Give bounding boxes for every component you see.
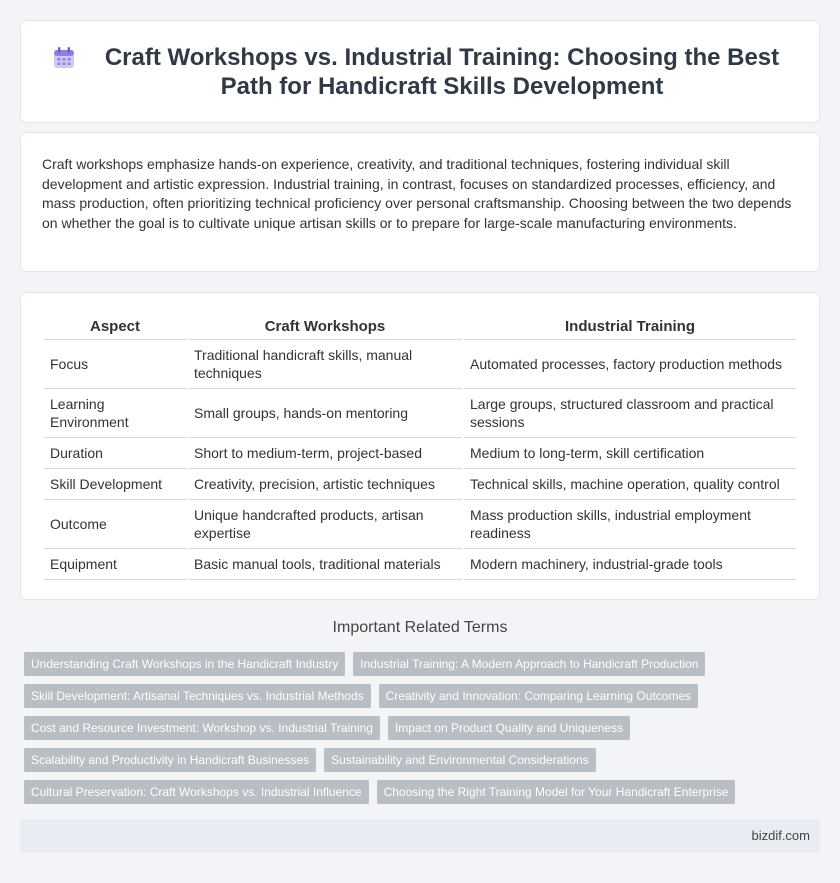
tag-row <box>24 716 824 740</box>
table-row <box>44 340 796 389</box>
table-cell: Traditional handicraft skills, manual techniques <box>188 340 462 389</box>
table-cell: Large groups, structured classroom and practical sessions <box>464 389 796 438</box>
related-terms-title: Important Related Terms <box>332 619 508 636</box>
tag-row <box>24 684 824 708</box>
page-title: Craft Workshops vs. Industrial Training: Choosing the Best Path for Handicraft Skills Development <box>104 43 780 100</box>
header-card <box>20 20 820 123</box>
intro-card <box>20 132 820 272</box>
related-term-tag[interactable]: Choosing the Right Training Model for Your Handicraft Enterprise <box>377 780 736 804</box>
intro-text: Craft workshops emphasize hands-on experience, creativity, and traditional techniques, fostering individual skill development and artistic expression. Industrial training, in contrast, focuses on standardized processes, efficiency, and mass production, often prioritizing technical proficiency over personal craftsmanship. Choosing between the two depends on whether the goal is to cultivate unique artisan skills or to prepare for large-scale manufacturing environments. <box>42 156 792 231</box>
table-cell: Medium to long-term, skill certification <box>464 438 796 469</box>
table-cell: Short to medium-term, project-based <box>188 438 462 469</box>
tag-row <box>24 780 824 804</box>
column-header: Industrial Training <box>464 313 796 340</box>
related-term-tag[interactable]: Skill Development: Artisanal Techniques vs. Industrial Methods <box>24 684 371 708</box>
table-cell: Unique handcrafted products, artisan expertise <box>188 500 462 549</box>
table-cell: Basic manual tools, traditional materials <box>188 549 462 580</box>
related-term-tag[interactable]: Understanding Craft Workshops in the Handicraft Industry <box>24 652 345 676</box>
table-cell: Modern machinery, industrial-grade tools <box>464 549 796 580</box>
table-row <box>44 469 796 500</box>
calendar-icon <box>51 45 77 71</box>
table-row <box>44 389 796 438</box>
table-cell: Duration <box>44 438 186 469</box>
table-cell: Automated processes, factory production methods <box>464 340 796 389</box>
related-term-tag[interactable]: Scalability and Productivity in Handicraft Businesses <box>24 748 316 772</box>
footer-site-link[interactable]: bizdif.com <box>751 828 810 843</box>
table-cell: Technical skills, machine operation, quality control <box>464 469 796 500</box>
table-row <box>44 500 796 549</box>
table-header-row <box>44 313 796 340</box>
table-cell: Learning Environment <box>44 389 186 438</box>
related-term-tag[interactable]: Cultural Preservation: Craft Workshops vs. Industrial Influence <box>24 780 369 804</box>
table-cell: Creativity, precision, artistic techniques <box>188 469 462 500</box>
related-term-tag[interactable]: Creativity and Innovation: Comparing Learning Outcomes <box>379 684 699 708</box>
tag-row <box>24 652 824 676</box>
table-cell: Equipment <box>44 549 186 580</box>
footer <box>20 819 820 853</box>
comparison-table <box>42 313 798 580</box>
column-header: Craft Workshops <box>188 313 462 340</box>
table-row <box>44 438 796 469</box>
table-cell: Outcome <box>44 500 186 549</box>
column-header: Aspect <box>44 313 186 340</box>
table-cell: Mass production skills, industrial employment readiness <box>464 500 796 549</box>
table-cell: Focus <box>44 340 186 389</box>
table-cell: Skill Development <box>44 469 186 500</box>
related-term-tag[interactable]: Impact on Product Quality and Uniqueness <box>388 716 630 740</box>
comparison-table-card <box>20 292 820 600</box>
tag-row <box>24 748 824 772</box>
table-row <box>44 549 796 580</box>
related-terms-list <box>24 652 824 812</box>
related-term-tag[interactable]: Cost and Resource Investment: Workshop vs. Industrial Training <box>24 716 380 740</box>
table-cell: Small groups, hands-on mentoring <box>188 389 462 438</box>
related-term-tag[interactable]: Industrial Training: A Modern Approach to Handicraft Production <box>353 652 705 676</box>
related-term-tag[interactable]: Sustainability and Environmental Considerations <box>324 748 595 772</box>
